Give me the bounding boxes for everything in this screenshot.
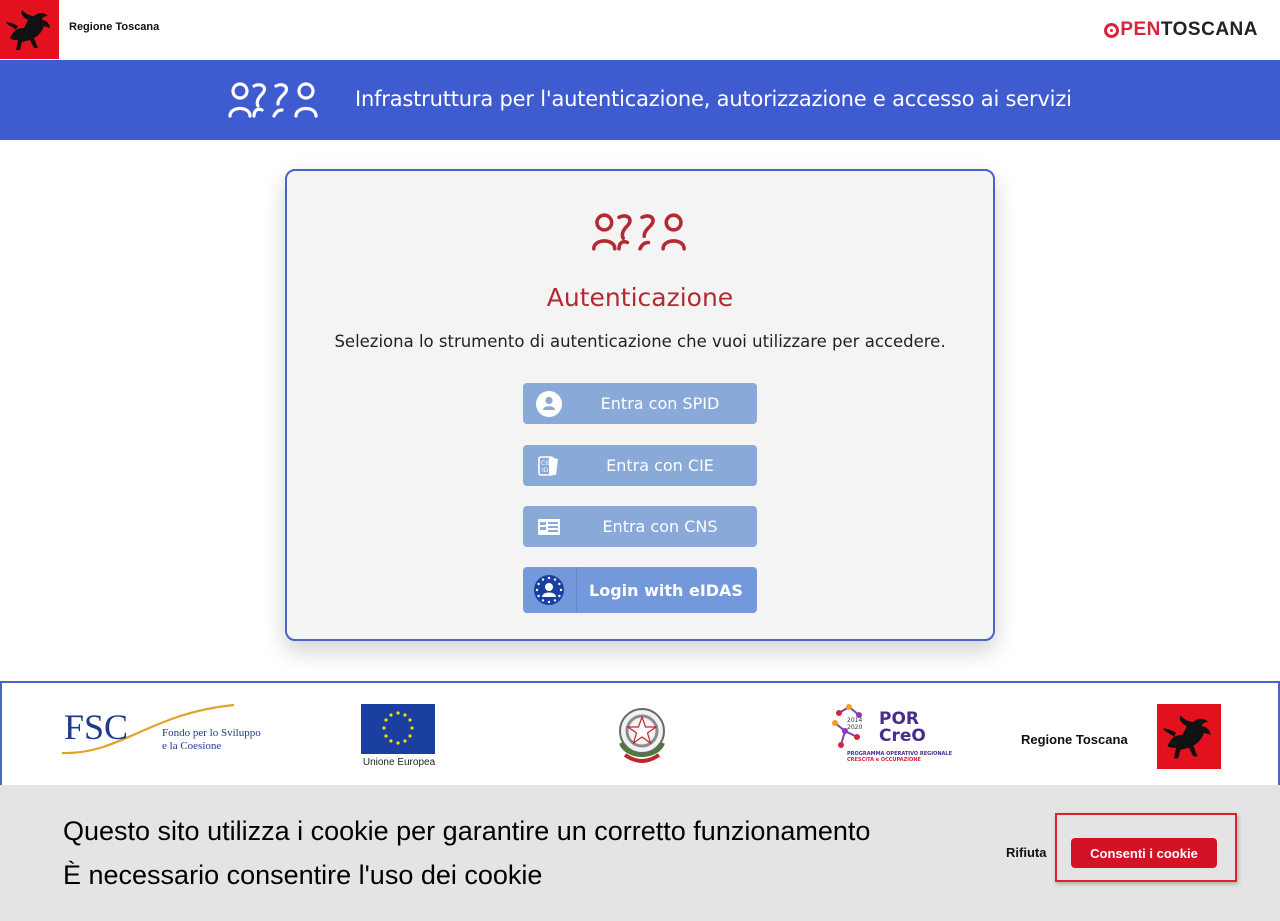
svg-text:ID: ID xyxy=(542,467,549,474)
fsc-sub2: e la Coesione xyxy=(162,740,222,752)
cookie-banner xyxy=(0,785,1280,921)
eidas-separator xyxy=(576,567,577,613)
eidas-button-label: Login with eIDAS xyxy=(589,580,743,600)
regione-toscana-footer-logo xyxy=(1157,704,1221,769)
eidas-login-button[interactable] xyxy=(523,567,757,613)
cns-card-icon xyxy=(535,513,563,541)
cie-card-icon xyxy=(535,452,563,480)
por-line1: POR xyxy=(879,709,920,729)
por-years-2: 2020 xyxy=(847,724,863,731)
refuse-cookies-button[interactable]: Rifiuta xyxy=(1006,845,1047,860)
cie-button-label: Entra con CIE xyxy=(606,456,714,475)
cookie-message-line2: È necessario consentire l'uso dei cookie xyxy=(63,860,543,890)
footer-region-name: Regione Toscana xyxy=(1021,732,1128,747)
por-years-1: 2014 xyxy=(847,717,863,724)
svg-text:CIE: CIE xyxy=(541,460,551,467)
accept-cookies-button[interactable]: Consenti i cookie xyxy=(1071,838,1217,868)
cns-button-label: Entra con CNS xyxy=(602,517,718,536)
por-creo-logo xyxy=(831,701,952,774)
por-caption-2: CRESCITA e OCCUPAZIONE xyxy=(847,757,921,763)
opentoscana-logo[interactable] xyxy=(1104,19,1258,41)
opentoscana-o-icon xyxy=(1104,23,1119,38)
fsc-title: FSC xyxy=(64,707,129,747)
top-header xyxy=(0,0,1280,60)
card-subtitle: Seleziona lo strumento di autenticazione che vuoi utilizzare per accedere. xyxy=(334,332,946,351)
por-caption-1: PROGRAMMA OPERATIVO REGIONALE xyxy=(847,751,952,757)
cookie-message-line1: Questo sito utilizza i cookie per garantire un corretto funzionamento xyxy=(63,816,871,846)
spid-button-label: Entra con SPID xyxy=(600,394,720,413)
fsc-logo xyxy=(60,703,270,768)
italian-republic-emblem-icon xyxy=(613,703,671,774)
eu-label: Unione Europea xyxy=(362,757,436,768)
banner-title: Infrastruttura per l'autenticazione, autorizzazione e accesso ai servizi xyxy=(355,87,1072,111)
arpa-logo-icon xyxy=(228,80,320,120)
cie-login-button[interactable] xyxy=(523,445,757,486)
eidas-eu-user-icon xyxy=(533,574,565,606)
region-name: Regione Toscana xyxy=(69,21,160,33)
arpa-banner xyxy=(0,60,1280,140)
spid-user-icon xyxy=(535,390,563,418)
funding-logos-bar xyxy=(0,681,1280,791)
spid-login-button[interactable] xyxy=(523,383,757,424)
cns-login-button[interactable] xyxy=(523,506,757,547)
brand-suffix: TOSCANA xyxy=(1160,19,1258,40)
por-line2: CreO xyxy=(879,726,926,746)
fsc-sub1: Fondo per lo Sviluppo xyxy=(162,727,261,739)
card-title: Autenticazione xyxy=(546,283,734,312)
pegasus-icon xyxy=(4,8,56,52)
authentication-card xyxy=(285,169,995,641)
regione-toscana-logo[interactable] xyxy=(0,0,59,59)
arpa-logo-icon xyxy=(588,211,692,253)
pegasus-icon xyxy=(1161,713,1217,761)
eu-flag-icon xyxy=(361,704,435,754)
brand-prefix: PEN xyxy=(1120,19,1161,40)
